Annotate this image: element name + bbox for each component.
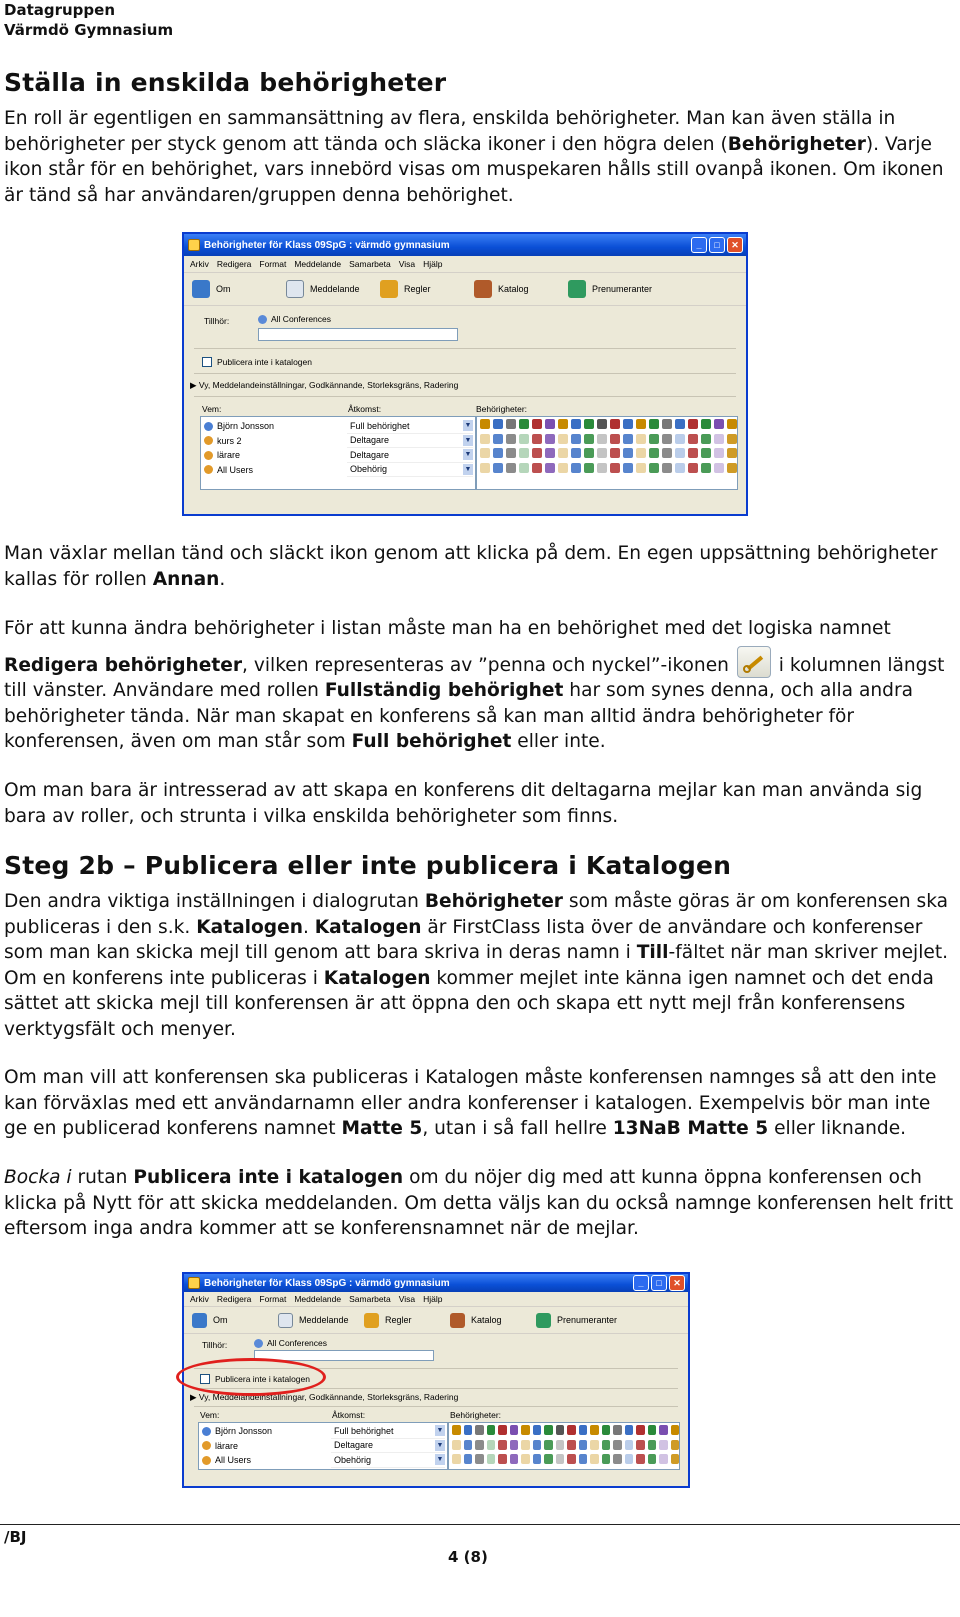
close-button[interactable]: ✕	[669, 1275, 685, 1291]
permission-toggle-icon[interactable]	[675, 419, 685, 429]
permission-toggle-icon[interactable]	[487, 1425, 496, 1435]
member-list	[198, 1422, 448, 1470]
permission-grid	[476, 416, 738, 490]
permission-toggle-icon[interactable]	[610, 463, 620, 473]
permission-toggle-icon[interactable]	[597, 434, 607, 444]
permission-toggle-icon[interactable]	[519, 448, 529, 458]
permission-toggle-icon[interactable]	[701, 448, 711, 458]
access-select[interactable]: Obehörig ▼	[331, 1453, 445, 1468]
group-icon	[202, 1441, 211, 1450]
globe-icon	[568, 280, 586, 298]
permission-toggle-icon[interactable]	[584, 419, 594, 429]
conference-icon	[258, 315, 267, 324]
menu-visa[interactable]: Visa	[398, 259, 416, 269]
permission-toggle-icon[interactable]	[464, 1425, 473, 1435]
menu-arkiv[interactable]: Arkiv	[190, 259, 209, 269]
permission-toggle-icon[interactable]	[475, 1440, 484, 1450]
access-select[interactable]: Obehörig ▼	[347, 463, 473, 478]
permission-toggle-icon[interactable]	[597, 419, 607, 429]
member-list	[200, 416, 476, 490]
menu-meddelande[interactable]: Meddelande	[294, 1294, 342, 1304]
access-select[interactable]: Deltagare ▼	[347, 434, 473, 449]
permission-toggle-icon[interactable]	[590, 1425, 599, 1435]
menu-arkiv[interactable]: Arkiv	[190, 1294, 209, 1304]
permission-toggle-icon[interactable]	[727, 448, 737, 458]
footer-rule	[0, 1524, 960, 1525]
permission-toggle-icon[interactable]	[727, 463, 737, 473]
permission-toggle-icon[interactable]	[613, 1425, 622, 1435]
permission-toggle-icon[interactable]	[506, 434, 516, 444]
user-row[interactable]: lärare	[199, 1439, 331, 1454]
permission-toggle-icon[interactable]	[613, 1454, 622, 1464]
permission-toggle-icon[interactable]	[625, 1440, 634, 1450]
tillhor-label: Tillhör:	[202, 1340, 228, 1350]
publish-row[interactable]	[202, 357, 312, 367]
message-icon	[286, 280, 304, 298]
permission-toggle-icon[interactable]	[636, 434, 646, 444]
permission-toggle-icon[interactable]	[544, 1425, 553, 1435]
permission-toggle-icon[interactable]	[610, 419, 620, 429]
header-school: Värmdö Gymnasium	[4, 21, 174, 39]
menu-redigera[interactable]: Redigera	[216, 259, 252, 269]
tillhor-value: All Conferences	[267, 1338, 328, 1348]
user-icon	[204, 422, 213, 431]
dropdown-arrow-icon: ▼	[464, 422, 472, 430]
permission-toggle-icon[interactable]	[558, 463, 568, 473]
permission-toggle-icon[interactable]	[623, 434, 633, 444]
toolbar	[184, 1306, 688, 1334]
permission-toggle-icon[interactable]	[493, 463, 503, 473]
permission-toggle-icon[interactable]	[613, 1440, 622, 1450]
permission-toggle-icon[interactable]	[567, 1454, 576, 1464]
view-label: Vy, Meddelandeinställningar, Godkännande, Storleksgräns, Radering	[198, 1392, 459, 1402]
permission-toggle-icon[interactable]	[671, 1425, 680, 1435]
permission-toggle-icon[interactable]	[498, 1425, 507, 1435]
permission-toggle-icon[interactable]	[675, 448, 685, 458]
permission-toggle-icon[interactable]	[610, 448, 620, 458]
toolbar-katalog-button[interactable]: Katalog	[474, 280, 568, 298]
permission-toggle-icon[interactable]	[558, 419, 568, 429]
permission-toggle-icon[interactable]	[597, 463, 607, 473]
permission-toggle-icon[interactable]	[493, 448, 503, 458]
menu-bar	[184, 256, 746, 272]
menu-hjalp[interactable]: Hjälp	[423, 259, 443, 269]
permission-toggle-icon[interactable]	[498, 1440, 507, 1450]
permission-toggle-icon[interactable]	[480, 448, 490, 458]
pen-and-key-icon	[737, 646, 771, 678]
permission-toggle-icon[interactable]	[671, 1440, 680, 1450]
permission-toggle-icon[interactable]	[545, 448, 555, 458]
permission-toggle-icon[interactable]	[602, 1440, 611, 1450]
permission-row	[477, 417, 737, 432]
permission-toggle-icon[interactable]	[452, 1454, 461, 1464]
permission-grid	[448, 1422, 680, 1470]
group-icon	[204, 451, 213, 460]
view-row[interactable]	[190, 380, 458, 391]
permission-toggle-icon[interactable]	[688, 419, 698, 429]
permission-toggle-icon[interactable]	[659, 1425, 668, 1435]
permission-toggle-icon[interactable]	[727, 434, 737, 444]
permission-toggle-icon[interactable]	[510, 1454, 519, 1464]
permission-toggle-icon[interactable]	[579, 1425, 588, 1435]
permission-toggle-icon[interactable]	[590, 1454, 599, 1464]
permission-toggle-icon[interactable]	[521, 1425, 530, 1435]
permission-toggle-icon[interactable]	[533, 1440, 542, 1450]
permission-toggle-icon[interactable]	[714, 419, 724, 429]
view-label: Vy, Meddelandeinställningar, Godkännande, Storleksgräns, Radering	[198, 380, 459, 390]
permission-toggle-icon[interactable]	[545, 419, 555, 429]
user-row[interactable]: lärare	[201, 448, 347, 463]
permission-toggle-icon[interactable]	[636, 1440, 645, 1450]
paragraph-intro: En roll är egentligen en sammansättning av flera, enskilda behörigheter. Man kan även ställa in behörigheter per styck genom att tända och släcka ikoner i den högra delen (Behörigheter). Varje ikon står för en behörighet, vars innebörd visas om muspekaren hålls still ovanpå ikonen. Om ikonen är tänd så har användaren/gruppen denna behörighet.	[4, 108, 944, 206]
permission-toggle-icon[interactable]	[556, 1454, 565, 1464]
header-org: Datagruppen	[4, 1, 116, 19]
publish-label: Publicera inte i katalogen	[217, 357, 312, 367]
permission-toggle-icon[interactable]	[714, 463, 724, 473]
permission-toggle-icon[interactable]	[623, 419, 633, 429]
permission-toggle-icon[interactable]	[452, 1440, 461, 1450]
permission-toggle-icon[interactable]	[475, 1425, 484, 1435]
menu-bar	[184, 1292, 688, 1306]
permission-toggle-icon[interactable]	[701, 463, 711, 473]
permission-toggle-icon[interactable]	[533, 1454, 542, 1464]
maximize-button[interactable]: □	[651, 1275, 667, 1291]
permission-toggle-icon[interactable]	[532, 463, 542, 473]
permission-toggle-icon[interactable]	[579, 1454, 588, 1464]
access-select[interactable]: Deltagare ▼	[347, 448, 473, 463]
message-icon	[278, 1313, 293, 1328]
permission-toggle-icon[interactable]	[727, 419, 737, 429]
permission-toggle-icon[interactable]	[510, 1440, 519, 1450]
access-select[interactable]: Full behörighet ▼	[331, 1424, 445, 1439]
permission-toggle-icon[interactable]	[636, 419, 646, 429]
info-icon	[192, 1313, 207, 1328]
paragraph-redigera-line2: Redigera behörigheter, vilken representeras av ”penna och nyckel”-ikonen i kolumnen längst	[4, 646, 954, 684]
permission-toggle-icon[interactable]	[584, 463, 594, 473]
permission-toggle-icon[interactable]	[636, 448, 646, 458]
permission-toggle-icon[interactable]	[714, 448, 724, 458]
permission-toggle-icon[interactable]	[487, 1454, 496, 1464]
permission-toggle-icon[interactable]	[701, 434, 711, 444]
dropdown-arrow-icon: ▼	[436, 1441, 444, 1449]
permission-toggle-icon[interactable]	[480, 463, 490, 473]
user-icon	[202, 1427, 211, 1436]
permission-toggle-icon[interactable]	[662, 434, 672, 444]
permission-toggle-icon[interactable]	[688, 434, 698, 444]
permission-toggle-icon[interactable]	[579, 1440, 588, 1450]
permission-toggle-icon[interactable]	[464, 1440, 473, 1450]
permission-toggle-icon[interactable]	[662, 419, 672, 429]
paragraph-roles: Om man bara är intresserad av att skapa en konferens dit deltagarna mejlar kan man använda sig bara av roller, och strunta i vilka enskilda behörigheter som finns.	[4, 780, 923, 827]
user-row[interactable]: Björn Jonsson	[201, 419, 347, 434]
expand-arrow-icon[interactable]: ▶	[190, 1392, 197, 1402]
permission-toggle-icon[interactable]	[556, 1440, 565, 1450]
conference-icon	[254, 1339, 263, 1348]
permission-toggle-icon[interactable]	[493, 419, 503, 429]
permission-toggle-icon[interactable]	[506, 463, 516, 473]
tillhor-value: All Conferences	[271, 314, 332, 324]
permission-toggle-icon[interactable]	[623, 463, 633, 473]
document-header	[4, 0, 173, 40]
permission-toggle-icon[interactable]	[571, 434, 581, 444]
toolbar-katalog-button[interactable]: Katalog	[450, 1313, 536, 1328]
maximize-button[interactable]: □	[709, 237, 725, 253]
permission-toggle-icon[interactable]	[506, 419, 516, 429]
footer-author: /BJ	[4, 1528, 27, 1546]
dropdown-arrow-icon: ▼	[464, 451, 472, 459]
permission-toggle-icon[interactable]	[636, 463, 646, 473]
permission-toggle-icon[interactable]	[532, 448, 542, 458]
permission-toggle-icon[interactable]	[521, 1454, 530, 1464]
permission-toggle-icon[interactable]	[558, 434, 568, 444]
menu-redigera[interactable]: Redigera	[216, 1294, 252, 1304]
permission-toggle-icon[interactable]	[623, 448, 633, 458]
permission-toggle-icon[interactable]	[544, 1440, 553, 1450]
permission-toggle-icon[interactable]	[597, 448, 607, 458]
permission-toggle-icon[interactable]	[675, 463, 685, 473]
permission-toggle-icon[interactable]	[648, 1425, 657, 1435]
permission-toggle-icon[interactable]	[493, 434, 503, 444]
info-icon	[192, 280, 210, 298]
tillhor-label: Tillhör:	[204, 316, 230, 326]
permission-toggle-icon[interactable]	[545, 463, 555, 473]
permission-toggle-icon[interactable]	[498, 1454, 507, 1464]
permission-row	[449, 1452, 679, 1467]
permission-toggle-icon[interactable]	[571, 419, 581, 429]
menu-visa[interactable]: Visa	[398, 1294, 416, 1304]
menu-hjalp[interactable]: Hjälp	[423, 1294, 443, 1304]
highlight-ellipse	[176, 1358, 326, 1396]
permission-toggle-icon[interactable]	[480, 419, 490, 429]
permission-toggle-icon[interactable]	[662, 463, 672, 473]
permission-toggle-icon[interactable]	[659, 1454, 668, 1464]
permission-toggle-icon[interactable]	[510, 1425, 519, 1435]
permission-toggle-icon[interactable]	[544, 1454, 553, 1464]
permission-toggle-icon[interactable]	[648, 1454, 657, 1464]
permission-toggle-icon[interactable]	[519, 419, 529, 429]
minimize-button[interactable]: _	[633, 1275, 649, 1291]
permission-toggle-icon[interactable]	[662, 448, 672, 458]
globe-icon	[536, 1313, 551, 1328]
access-select[interactable]: Deltagare ▼	[331, 1439, 445, 1454]
app-icon	[188, 239, 200, 251]
toolbar-regler-button[interactable]: Regler	[364, 1313, 450, 1328]
gears-icon	[380, 280, 398, 298]
permission-toggle-icon[interactable]	[671, 1454, 680, 1464]
permission-toggle-icon[interactable]	[649, 419, 659, 429]
permission-toggle-icon[interactable]	[625, 1425, 634, 1435]
toolbar-prenumeranter-button[interactable]: Prenumeranter	[568, 280, 708, 298]
menu-format[interactable]: Format	[259, 259, 287, 269]
col-behorigheter: Behörigheter:	[450, 1410, 502, 1420]
publish-label: Publicera inte i katalogen	[215, 1374, 310, 1384]
permission-toggle-icon[interactable]	[521, 1440, 530, 1450]
permission-toggle-icon[interactable]	[602, 1425, 611, 1435]
dropdown-arrow-icon: ▼	[436, 1427, 444, 1435]
permission-row	[477, 446, 737, 461]
paragraph-bocka: Bocka i rutan Publicera inte i katalogen om du nöjer dig med att kunna öppna konferensen och klicka på Nytt för att skicka meddelanden. Om detta väljs kan du också namnge konferensen helt fritt eftersom inga andra kommer att se konferensnamnet när de mejlar.	[4, 1167, 954, 1239]
toolbar-regler-button[interactable]: Regler	[380, 280, 474, 298]
dropdown-arrow-icon: ▼	[464, 436, 472, 444]
permission-toggle-icon[interactable]	[602, 1454, 611, 1464]
tillhor-input[interactable]	[258, 328, 458, 341]
dialog-titlebar	[184, 234, 746, 256]
toolbar-meddelande-button[interactable]: Meddelande	[278, 1313, 364, 1328]
group-icon	[202, 1456, 211, 1465]
toolbar-meddelande-button[interactable]: Meddelande	[286, 280, 380, 298]
col-atkomst: Åtkomst:	[332, 1410, 366, 1420]
menu-format[interactable]: Format	[259, 1294, 287, 1304]
col-vem: Vem:	[202, 404, 222, 414]
permission-toggle-icon[interactable]	[610, 434, 620, 444]
user-row[interactable]: All Users	[201, 463, 347, 478]
permission-toggle-icon[interactable]	[625, 1454, 634, 1464]
permission-toggle-icon[interactable]	[532, 419, 542, 429]
permission-toggle-icon[interactable]	[649, 463, 659, 473]
close-button[interactable]: ✕	[727, 237, 743, 253]
section-title-2: Steg 2b – Publicera eller inte publicera i Katalogen	[4, 851, 732, 880]
col-vem: Vem:	[200, 1410, 220, 1420]
toolbar-prenumeranter-button[interactable]: Prenumeranter	[536, 1313, 666, 1328]
permission-toggle-icon[interactable]	[659, 1440, 668, 1450]
permission-row	[477, 461, 737, 476]
paragraph-redigera-line1: För att kunna ändra behörigheter i listan måste man ha en behörighet med det logiska namnet	[4, 618, 891, 639]
menu-meddelande[interactable]: Meddelande	[294, 259, 342, 269]
book-icon	[474, 280, 492, 298]
app-icon	[188, 1277, 200, 1289]
paragraph-katalog: Den andra viktiga inställningen i dialogrutan Behörigheter som måste göras är om konferensen ska publiceras i den s.k. Katalogen. Katalogen är FirstClass lista över de användare och konferenser som man kan skicka mejl till genom att bara skriva in deras namn i Till-fältet när man skriver mejlet. Om en konferens inte publiceras i Katalogen kommer mejlet inte känna igen namnet och det enda sättet att skicka mejl till konferensen är att öppna den och skapa ett nytt mejl från konferensens verktygsfält och menyer.	[4, 891, 949, 1040]
menu-samarbeta[interactable]: Samarbeta	[349, 1294, 391, 1304]
group-icon	[204, 436, 213, 445]
permission-toggle-icon[interactable]	[571, 448, 581, 458]
permission-toggle-icon[interactable]	[452, 1425, 461, 1435]
permission-toggle-icon[interactable]	[688, 463, 698, 473]
section-title-1: Ställa in enskilda behörigheter	[4, 68, 447, 97]
book-icon	[450, 1313, 465, 1328]
paragraph-naming: Om man vill att konferensen ska publiceras i Katalogen måste konferensen namnges så att den inte kan förväxlas med ett användarnamn eller andra konferenser i katalogen. Exempelvis bör man inte ge en publicerad konferens namnet Matte 5, utan i så fall hellre 13NaB Matte 5 eller liknande.	[4, 1067, 937, 1139]
publish-checkbox[interactable]	[202, 357, 212, 367]
permission-toggle-icon[interactable]	[688, 448, 698, 458]
permission-toggle-icon[interactable]	[571, 463, 581, 473]
permission-toggle-icon[interactable]	[584, 448, 594, 458]
toolbar	[184, 272, 746, 306]
col-behorigheter: Behörigheter:	[476, 404, 528, 414]
permission-row	[449, 1438, 679, 1453]
dialog-titlebar	[184, 1274, 688, 1292]
permission-toggle-icon[interactable]	[475, 1454, 484, 1464]
permission-toggle-icon[interactable]	[464, 1454, 473, 1464]
permission-toggle-icon[interactable]	[558, 448, 568, 458]
permission-toggle-icon[interactable]	[701, 419, 711, 429]
permission-toggle-icon[interactable]	[480, 434, 490, 444]
permission-toggle-icon[interactable]	[649, 434, 659, 444]
permission-toggle-icon[interactable]	[675, 434, 685, 444]
dropdown-arrow-icon: ▼	[436, 1456, 444, 1464]
permission-toggle-icon[interactable]	[556, 1425, 565, 1435]
permission-toggle-icon[interactable]	[636, 1454, 645, 1464]
permission-toggle-icon[interactable]	[590, 1440, 599, 1450]
permission-toggle-icon[interactable]	[506, 448, 516, 458]
user-row[interactable]: All Users	[199, 1453, 331, 1468]
permission-toggle-icon[interactable]	[487, 1440, 496, 1450]
dialog-title: Behörigheter för Klass 09SpG : värmdö gymnasium	[204, 1277, 450, 1289]
col-atkomst: Åtkomst:	[348, 404, 382, 414]
expand-arrow-icon[interactable]: ▶	[190, 380, 197, 390]
dropdown-arrow-icon: ▼	[464, 465, 472, 473]
permission-toggle-icon[interactable]	[636, 1425, 645, 1435]
permission-toggle-icon[interactable]	[648, 1440, 657, 1450]
permission-toggle-icon[interactable]	[519, 434, 529, 444]
permission-toggle-icon[interactable]	[545, 434, 555, 444]
group-icon	[204, 465, 213, 474]
permission-row	[477, 432, 737, 447]
permission-toggle-icon[interactable]	[533, 1425, 542, 1435]
paragraph-redigera-rest: till vänster. Användare med rollen Fullständig behörighet har som synes denna, och alla andra behörigheter tända. När man skapat en konferens så kan man alltid ändra behörigheter för konferensen, även om man står som Full behörighet eller inte.	[4, 680, 913, 752]
permission-toggle-icon[interactable]	[532, 434, 542, 444]
user-row[interactable]: Björn Jonsson	[199, 1424, 331, 1439]
dialog-title: Behörigheter för Klass 09SpG : värmdö gymnasium	[204, 239, 450, 251]
menu-samarbeta[interactable]: Samarbeta	[349, 259, 391, 269]
permission-toggle-icon[interactable]	[649, 448, 659, 458]
permission-toggle-icon[interactable]	[714, 434, 724, 444]
permission-toggle-icon[interactable]	[584, 434, 594, 444]
paragraph-toggle: Man växlar mellan tänd och släckt ikon genom att klicka på dem. En egen uppsättning behörigheter kallas för rollen Annan.	[4, 543, 938, 590]
page-number: 4 (8)	[448, 1548, 488, 1566]
permission-toggle-icon[interactable]	[519, 463, 529, 473]
minimize-button[interactable]: _	[691, 237, 707, 253]
permissions-dialog-screenshot-1	[182, 232, 748, 516]
user-row[interactable]: kurs 2	[201, 434, 347, 449]
access-select[interactable]: Full behörighet ▼	[347, 419, 473, 434]
gears-icon	[364, 1313, 379, 1328]
toolbar-om-button[interactable]: Om	[192, 280, 286, 298]
permission-toggle-icon[interactable]	[567, 1440, 576, 1450]
permission-toggle-icon[interactable]	[567, 1425, 576, 1435]
permission-row	[449, 1423, 679, 1438]
toolbar-om-button[interactable]: Om	[192, 1313, 278, 1328]
